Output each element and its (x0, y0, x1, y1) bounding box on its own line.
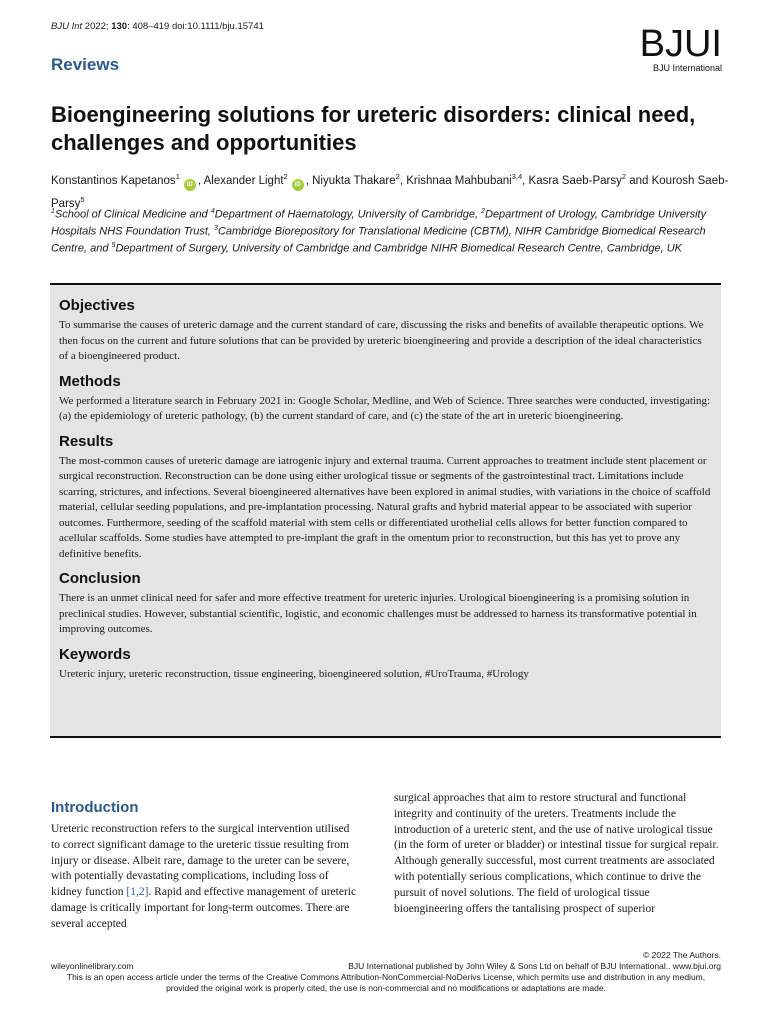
author-name[interactable]: Krishnaa Mahbubani (406, 174, 512, 187)
objectives-heading: Objectives (59, 297, 135, 314)
page-footer (51, 950, 721, 994)
affiliation-text: Department of Haematology, University of Cambridge, (214, 208, 482, 221)
affiliations (51, 205, 731, 256)
affiliation-sup: 2 (481, 208, 485, 215)
citation-volume: 130 (111, 21, 128, 32)
article-title: Bioengineering solutions for ureteric disorders: clinical need, challenges and opportunities (51, 102, 696, 155)
citation-journal: BJU Int (51, 21, 83, 32)
license-text: This is an open access article under the terms of the Creative Commons Attribution-NonCommercial-NoDerivs License, which permits use and distribution in any medium, provided the original work is properly cited, the use is non-commercial and no modifications or adaptations are made. (66, 972, 706, 993)
author-name[interactable]: Kasra Saeb-Parsy (528, 174, 622, 187)
logo-subtitle: BJU International (652, 63, 722, 73)
introduction-heading: Introduction (51, 799, 139, 816)
keywords-heading: Keywords (59, 645, 131, 663)
citation-line (51, 21, 264, 32)
affiliation-text: Cambridge Biorepository for Translational Medicine (CBTM), NIHR Cambridge Biomedical Research Centre, and (51, 225, 706, 255)
results-heading: Results (59, 432, 114, 450)
results-text: The most-common causes of ureteric damage are iatrogenic injury and external trauma. Current approaches to treatment include stent placement or surgical reconstruction. Reconstruction can be done using either urological tissue or segments of the gastrointestinal tract. Limitations include scarring, strictures, and infections. Several bioengineered alternatives have been explored in animal studies, with variations in the choice of scaffold material, cellular seeding populations, and pre-implantation processing. Natural grafts and hybrid material appear to be associated with superior outcomes. Furthermore, seeding of the scaffold material with stem cells or differentiated urothelial cells allows for better function compared to acellular scaffolds. Some studies have attempted to pre-implant the graft in the omentum prior to reconstruction, but this has yet to prove any definitive benefits. (59, 454, 711, 560)
citation-pages-doi: : 408–419 doi:10.1111/bju.15741 (127, 21, 264, 32)
affiliation-text: School of Clinical Medicine and (54, 208, 211, 221)
introduction-paragraph (51, 822, 361, 933)
citation-year: 2022; (82, 21, 112, 32)
section-label: Reviews (51, 55, 120, 74)
introduction-paragraph-continued: surgical approaches that aim to restore structural and functional integrity and continuity of the ureters. Treatments include the introduction of a ureteric stent, and the use of native urological tissue (in the form of ureter or bladder) or intestinal tissue for surgical repair. Although generally successful, most current treatments are associated with potentially serious complications, which continue to drive the pursuit of novel solutions. The field of urological tissue bioengineering offers the tantalising prospect of superior (394, 792, 719, 915)
objectives-text: To summarise the causes of ureteric damage and the current standard of care, discussing the risks and benefits of available therapeutic options. We then focus on the current and future solutions that can be provided by ureteric bioengineering and provide a description of the ideal characteristics of a bioengineered product. (59, 319, 704, 362)
affiliation-sup: 3 (214, 225, 218, 233)
author-affiliation-sup: 2 (621, 172, 627, 181)
intro-text-part: . Rapid and effective management of ureteric damage is critically important for long-term outcomes. There are several accepted (51, 886, 357, 930)
author-separator: , (197, 174, 204, 187)
methods-heading: Methods (59, 372, 121, 390)
logo-mark: BJUI (639, 23, 722, 65)
author-name[interactable]: Niyukta Thakare (312, 174, 396, 187)
author-separator: , (522, 174, 529, 187)
author-affiliation-sup: 2 (395, 172, 400, 181)
body-column-left (51, 798, 361, 933)
copyright-notice: © 2022 The Authors. (643, 950, 721, 960)
journal-logo (602, 23, 722, 73)
keywords-text: Ureteric injury, ureteric reconstruction, tissue engineering, bioengineered solution, #UroTrauma, #Urology (59, 667, 529, 680)
author-name[interactable]: Konstantinos Kapetanos (51, 174, 176, 187)
orcid-icon[interactable]: iD (184, 179, 196, 191)
author-separator: , (399, 174, 407, 187)
author-affiliation-sup: 3,4 (511, 172, 523, 181)
author-name[interactable]: Alexander Light (203, 174, 284, 187)
methods-text: We performed a literature search in February 2021 in: Google Scholar, Medline, and Web of Science. Three searches were conducted, investigating: (a) the epidemiology of ureteric pathology, (b) the current standard of care, and (c) the state of the art in ureteric bioengineering. (59, 394, 711, 422)
affiliation-text: Department of Urology, Cambridge University Hospitals NHS Foundation Trust, (51, 208, 707, 238)
author-separator: , (305, 174, 313, 187)
abstract-box (50, 283, 721, 738)
affiliation-sup: 4 (210, 208, 215, 215)
website-link[interactable]: wileyonlinelibrary.com (51, 961, 134, 971)
conclusion-heading: Conclusion (59, 570, 141, 587)
orcid-icon[interactable]: iD (292, 179, 304, 191)
publisher-note: BJU International published by John Wiley & Sons Ltd on behalf of BJU International.. www.bjui.org (348, 961, 721, 971)
affiliation-sup: 1 (51, 208, 55, 215)
author-affiliation-sup: 1 (175, 172, 180, 181)
footer-row (51, 961, 721, 972)
author-name[interactable]: Kourosh Saeb-Parsy (51, 174, 729, 210)
author-separator: and (626, 174, 652, 187)
intro-text-part: Ureteric reconstruction refers to the surgical intervention utilised to correct significant damage to the ureteric tissue resulting from injury or disease. Albeit rare, damage to the ureter can be severe, with potentially devastating complications, including loss of kidney function (51, 823, 350, 899)
affiliation-text: Department of Surgery, University of Cambridge and Cambridge NIHR Biomedical Research Centre, Cambridge, UK (115, 242, 682, 255)
body-column-right (394, 791, 719, 917)
author-affiliation-sup: 2 (283, 172, 288, 181)
conclusion-text: There is an unmet clinical need for safer and more effective treatment for ureteric injuries. Urological bioengineering is a promising solution in preclinical studies. However, substantial scientific, logistic, and economic challenges must be addressed to harness its transformative potential in improving outcomes. (59, 592, 697, 635)
affiliation-sup: 5 (111, 242, 116, 250)
reference-link[interactable]: [1,2] (126, 886, 149, 899)
author-affiliation-sup: 5 (80, 194, 85, 204)
